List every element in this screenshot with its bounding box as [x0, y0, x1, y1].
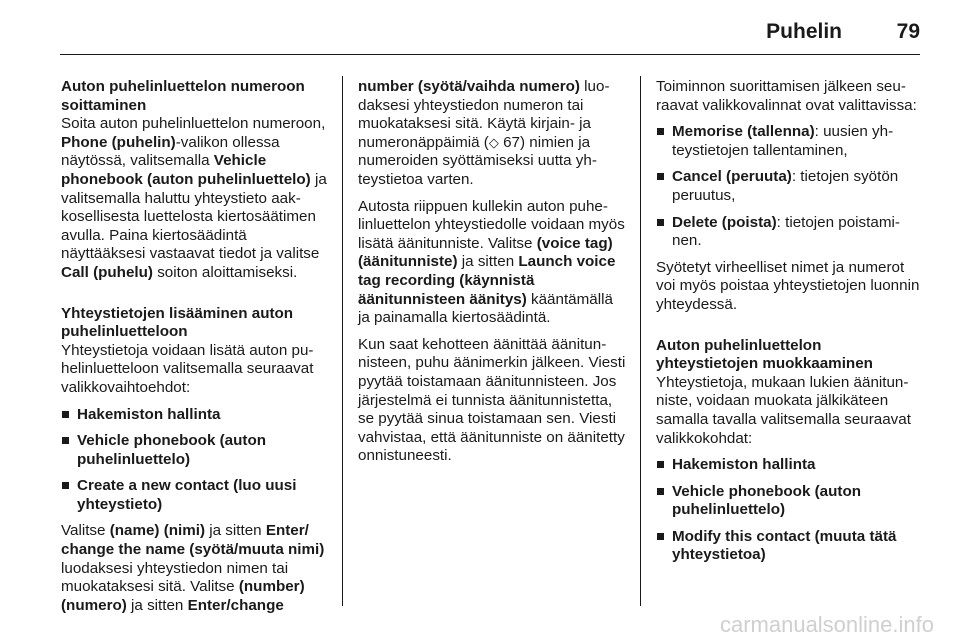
column-1	[61, 78, 329, 623]
column-divider-1	[342, 76, 343, 606]
menu-term: Modify this contact (muuta tätä yhteystietoa)	[672, 527, 897, 564]
text: kääntämällä ja painamalla kiertosäädintä.	[358, 290, 613, 327]
list-item	[656, 123, 924, 160]
section-title: Puhelin	[766, 20, 842, 43]
menu-term: Create a new contact (luo uusi yhteystieto)	[77, 477, 297, 513]
text: Valitse	[61, 522, 110, 540]
column-divider-2	[640, 76, 641, 606]
menu-path-list	[656, 456, 924, 565]
option-list	[656, 123, 924, 251]
paragraph-voice-tag	[358, 198, 628, 328]
column-2	[358, 78, 628, 474]
menu-term: Delete (poista)	[672, 213, 777, 231]
text: ja sitten	[205, 522, 266, 540]
list-item	[656, 456, 924, 475]
page-number: 79	[896, 20, 920, 43]
text: Soita auton puhelinluettelon numeroon,	[61, 115, 326, 133]
header-divider	[60, 54, 920, 55]
list-item	[61, 406, 329, 425]
menu-term: number (syötä/vaihda numero)	[358, 78, 580, 95]
list-item	[656, 214, 924, 251]
text: : uusien yhteystietojen tallentaminen,	[672, 123, 894, 159]
spacer	[61, 291, 329, 305]
text: 67) nimien ja numeroiden syöttämiseksi uutta yhteystietoa varten.	[358, 133, 597, 188]
text: luodaksesi yhteystiedon nimen tai muokataksesi sitä. Valitse	[61, 559, 289, 596]
menu-term: Memorise (tallenna)	[672, 123, 815, 141]
menu-term: Vehicle phonebook (auton puhelinluettelo)	[77, 432, 267, 468]
list-item	[656, 528, 924, 565]
menu-term: Enter/change	[187, 596, 284, 614]
paragraph-enter-name	[61, 522, 329, 615]
text: soiton aloittamiseksi.	[152, 263, 298, 281]
page-header	[60, 14, 920, 54]
bullet-icon	[657, 219, 664, 226]
spacer	[656, 323, 924, 337]
menu-term: (number) (numero)	[61, 578, 305, 614]
menu-term: Vehicle phonebook (auton puhelinluettelo)	[61, 152, 311, 188]
menu-term: Enter/ change the name (syötä/muuta nimi)	[61, 522, 325, 559]
watermark: carmanualsonline.info	[719, 612, 934, 637]
bullet-icon	[62, 437, 69, 444]
bullet-icon	[657, 533, 664, 540]
text: : tietojen poistaminen.	[672, 213, 900, 250]
menu-path-list	[61, 406, 329, 515]
bullet-icon	[62, 411, 69, 418]
paragraph-voice-recording: Kun saat kehotteen äänittää äänitunnisteen, puhu äänimerkin jälkeen. Viesti pyytää toistamaan äänitunnisteen. Jos järjestelmä ei tunnista äänitunnistetta, se pyytää sinua toistamaan sen. Viesti vahvistaa, että äänitunniste on äänitetty onnistuneesti.	[358, 335, 626, 465]
bullet-icon	[657, 128, 664, 135]
menu-term: (name) (nimi)	[109, 522, 206, 540]
bullet-icon	[657, 488, 664, 495]
page-reference-icon: ◇	[488, 134, 499, 150]
menu-term: Phone (puhelin)	[61, 133, 176, 151]
bullet-icon	[657, 173, 664, 180]
text: ja sitten	[126, 596, 188, 614]
text: -valikon ollessa näytössä, valitsemalla	[61, 133, 280, 170]
menu-term: Hakemiston hallinta	[672, 456, 816, 474]
menu-term: Cancel (peruuta)	[672, 168, 792, 186]
menu-term: Hakemiston hallinta	[77, 405, 221, 423]
paragraph-after-options: Toiminnon suorittamisen jälkeen seuraavat valikkovalinnat ovat valittavissa:	[656, 78, 917, 114]
text: luodaksesi yhteystiedon numeron tai muokataksesi sitä. Käytä kirjain- ja numeronäppäimiä (	[358, 78, 610, 151]
list-item	[61, 432, 329, 469]
text: Autosta riippuen kullekin auton puhelinluettelon yhteystiedolle voidaan myös lisätä äänitunniste. Valitse	[358, 197, 625, 252]
text: ja sitten	[457, 253, 519, 271]
heading-call-number: Auton puhelinluettelon numeroon soittaminen	[61, 78, 305, 114]
text: : tietojen syötön peruutus,	[672, 168, 899, 204]
list-item	[61, 477, 329, 514]
menu-term: Launch voice tag recording (käynnistä äänitunnisteen äänitys)	[358, 253, 616, 308]
paragraph-delete-info: Syötetyt virheelliset nimet ja numerot voi myös poistaa yhteystietojen luonnin yhteydessä.	[656, 258, 920, 313]
bullet-icon	[62, 482, 69, 489]
paragraph-enter-number	[358, 78, 628, 190]
paragraph-add-intro: Yhteystietoja voidaan lisätä auton puhelinluetteloon valitsemalla seuraavat valikkovaihtoehdot:	[61, 341, 314, 396]
heading-add-contacts: Yhteystietojen lisääminen auton puhelinluetteloon	[61, 304, 294, 341]
column-3	[656, 78, 924, 573]
list-item	[656, 168, 924, 205]
text: ja valitsemalla haluttu yhteystieto aakkosellisesta luettelosta kiertosäätimen avulla. Paina kiertosäädintä näyttääksesi vastaavat tiedot ja valitse	[61, 170, 327, 263]
menu-term: Call (puhelu)	[61, 263, 153, 281]
menu-term: (voice tag) (äänitunniste)	[358, 234, 613, 271]
paragraph-edit-intro: Yhteystietoja, mukaan lukien äänitunniste, voidaan muokata jälkikäteen samalla tavalla valitsemalla seuraavat valikkokohdat:	[656, 373, 911, 447]
list-item	[656, 483, 924, 520]
bullet-icon	[657, 461, 664, 468]
paragraph-call-instructions	[61, 115, 329, 282]
heading-edit-contacts: Auton puhelinluettelon yhteystietojen muokkaaminen	[656, 336, 873, 373]
menu-term: Vehicle phonebook (auton puhelinluettelo)	[672, 482, 862, 519]
